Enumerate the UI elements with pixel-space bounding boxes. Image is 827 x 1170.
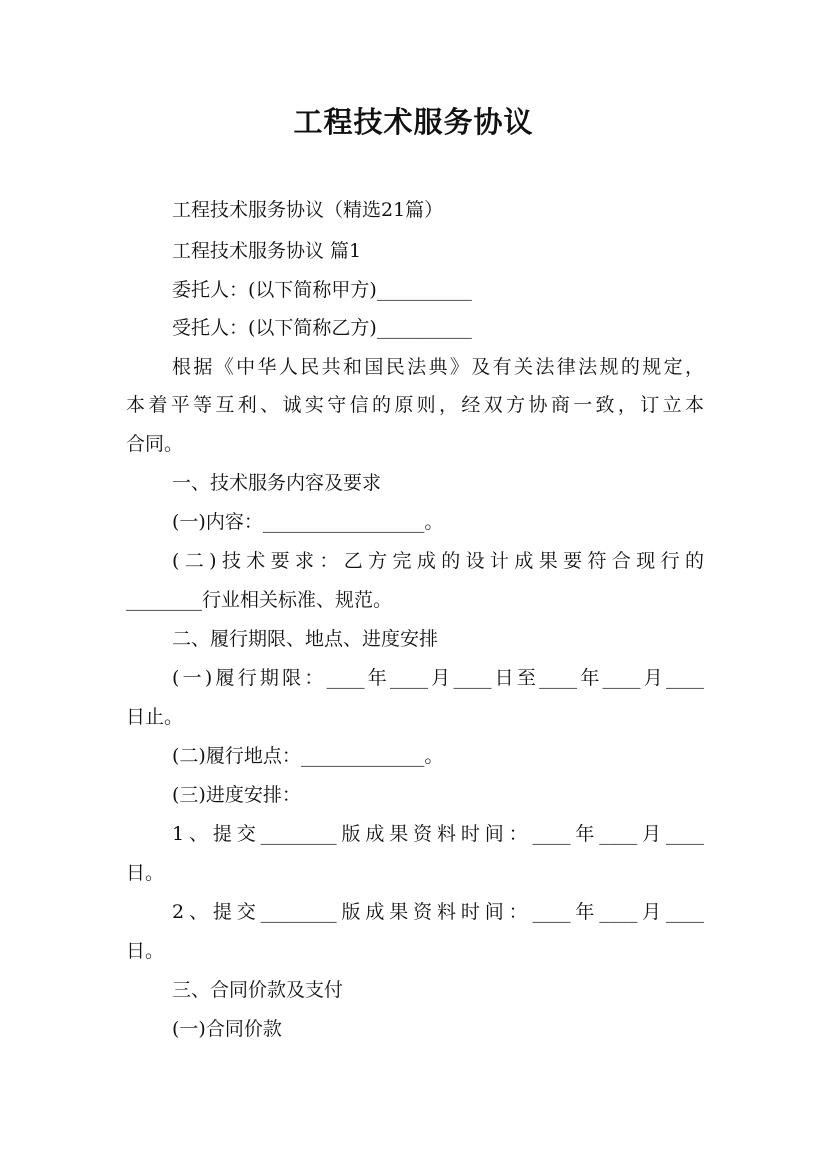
- clause-line: 日。: [126, 862, 165, 884]
- clause-line: (一)内容：_________________。: [172, 511, 444, 533]
- clause-line: (二)履行地点：_____________。: [172, 745, 444, 767]
- document-title: 工程技术服务协议: [293, 105, 534, 139]
- clause-heading-line: 二、履行期限、地点、进度安排: [172, 628, 439, 650]
- body-paragraph-line: 根据《中华人民共和国民法典》及有关法律法规的规定，: [172, 356, 704, 378]
- clause-heading-line: 一、技术服务内容及要求: [172, 472, 382, 494]
- clause-line: 日。: [126, 940, 165, 962]
- contractor-line: 受托人：(以下简称乙方)__________: [172, 317, 472, 339]
- body-paragraph-line: 合同。: [126, 433, 184, 455]
- client-line: 委托人：(以下简称甲方)__________: [172, 279, 472, 301]
- section-heading-line: 工程技术服务协议 篇1: [172, 240, 362, 262]
- subtitle-line: 工程技术服务协议（精选21篇）: [172, 199, 444, 221]
- clause-line: (一)合同价款: [172, 1018, 282, 1040]
- clause-line: 1、提交________版成果资料时间：____年____月____: [172, 823, 704, 845]
- clause-line: 2、提交________版成果资料时间：____年____月____: [172, 901, 704, 923]
- clause-line: (三)进度安排：: [172, 784, 301, 806]
- clause-line: ________行业相关标准、规范。: [126, 589, 393, 611]
- clause-line: 日止。: [126, 706, 184, 728]
- clause-line: (二)技术要求：乙方完成的设计成果要符合现行的: [172, 550, 704, 572]
- clause-heading-line: 三、合同价款及支付: [172, 979, 344, 1001]
- clause-line: (一)履行期限：____年____月____日至____年____月____: [172, 667, 704, 689]
- body-paragraph-line: 本着平等互利、诚实守信的原则，经双方协商一致，订立本: [126, 394, 704, 416]
